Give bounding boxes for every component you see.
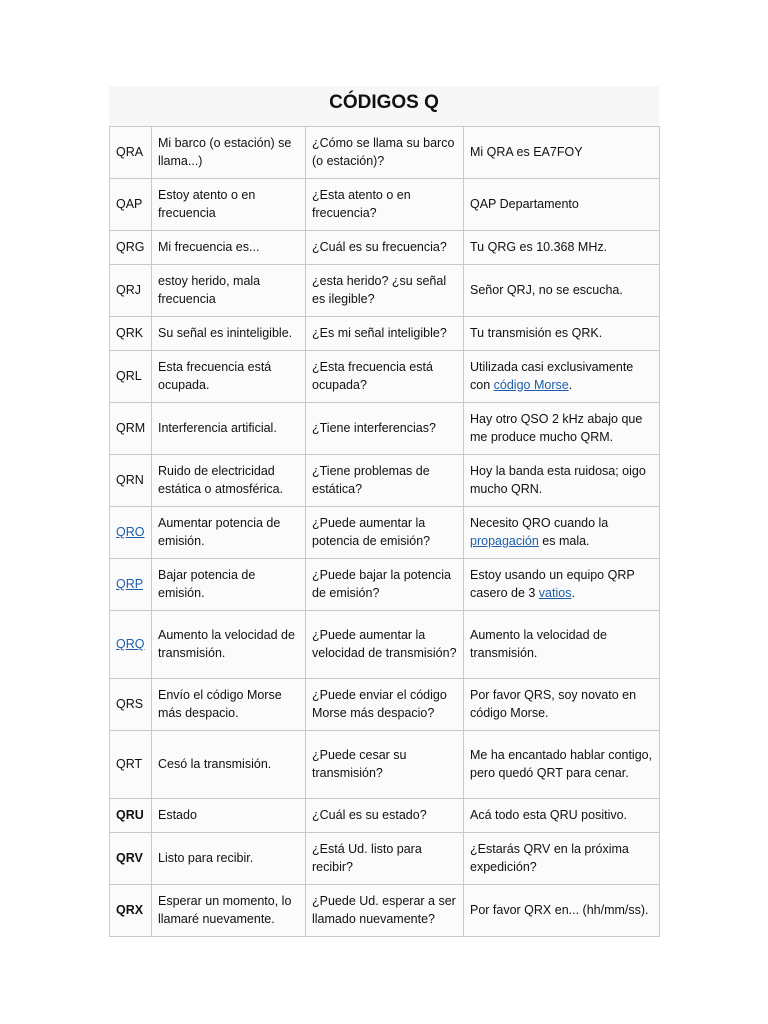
- code-cell: QRN: [110, 455, 152, 507]
- example-text: Señor QRJ, no se escucha.: [470, 282, 623, 297]
- example-cell: [464, 833, 660, 885]
- code-cell[interactable]: [110, 507, 152, 559]
- question-cell: ¿Puede Ud. esperar a ser llamado nuevamente?: [306, 885, 464, 937]
- example-text: Por favor QRX en... (hh/mm/ss).: [470, 902, 649, 917]
- example-text: Mi QRA es EA7FOY: [470, 144, 583, 159]
- meaning-cell: Bajar potencia de emisión.: [152, 559, 306, 611]
- meaning-cell: Mi barco (o estación) se llama...): [152, 127, 306, 179]
- meaning-cell: Esperar un momento, lo llamaré nuevamente.: [152, 885, 306, 937]
- meaning-cell: Aumento la velocidad de transmisión.: [152, 611, 306, 679]
- table-row: [110, 127, 660, 179]
- example-text: Hay otro QSO 2 kHz abajo que me produce mucho QRM.: [470, 412, 643, 444]
- example-text: Tu transmisión es QRK.: [470, 325, 603, 340]
- table-row: [110, 611, 660, 679]
- example-link[interactable]: código Morse: [493, 377, 569, 392]
- meaning-cell: Mi frecuencia es...: [152, 231, 306, 265]
- code-link[interactable]: QRP: [116, 576, 144, 591]
- example-cell: [464, 885, 660, 937]
- code-link[interactable]: QRO: [116, 524, 145, 539]
- code-cell: QRU: [110, 799, 152, 833]
- example-cell: [464, 799, 660, 833]
- example-cell: [464, 731, 660, 799]
- code-cell[interactable]: [110, 611, 152, 679]
- example-text: es mala.: [538, 533, 590, 548]
- example-cell: [464, 265, 660, 317]
- example-text: ¿Estarás QRV en la próxima expedición?: [470, 842, 629, 874]
- question-cell: ¿Puede enviar el código Morse más despacio?: [306, 679, 464, 731]
- q-codes-table: [109, 126, 660, 937]
- example-cell: [464, 559, 660, 611]
- example-link[interactable]: propagación: [470, 533, 539, 548]
- table-row: [110, 799, 660, 833]
- table-row: [110, 403, 660, 455]
- q-codes-table-body: [110, 127, 660, 937]
- example-text: Por favor QRS, soy novato en código Morse.: [470, 688, 637, 720]
- example-text: Aumento la velocidad de transmisión.: [470, 628, 607, 660]
- example-text: QAP Departamento: [470, 196, 579, 211]
- question-cell: ¿Tiene problemas de estática?: [306, 455, 464, 507]
- table-row: [110, 679, 660, 731]
- example-text: Hoy la banda esta ruidosa; oigo mucho QRN.: [470, 464, 646, 496]
- code-cell: QRT: [110, 731, 152, 799]
- table-row: [110, 351, 660, 403]
- meaning-cell: Interferencia artificial.: [152, 403, 306, 455]
- meaning-cell: Cesó la transmisión.: [152, 731, 306, 799]
- example-cell: [464, 507, 660, 559]
- example-cell: [464, 127, 660, 179]
- table-row: [110, 507, 660, 559]
- example-text: Tu QRG es 10.368 MHz.: [470, 239, 608, 254]
- example-text: Estoy usando un equipo QRP casero de 3: [470, 568, 635, 600]
- code-cell: QRL: [110, 351, 152, 403]
- example-text: Utilizada casi exclusivamente con: [470, 360, 634, 392]
- example-cell: [464, 403, 660, 455]
- example-text: Necesito QRO cuando la: [470, 516, 609, 530]
- question-cell: ¿Cuál es su estado?: [306, 799, 464, 833]
- question-cell: ¿Puede cesar su transmisión?: [306, 731, 464, 799]
- code-cell: QRG: [110, 231, 152, 265]
- meaning-cell: Envío el código Morse más despacio.: [152, 679, 306, 731]
- question-cell: ¿Tiene interferencias?: [306, 403, 464, 455]
- meaning-cell: Su señal es ininteligible.: [152, 317, 306, 351]
- meaning-cell: Listo para recibir.: [152, 833, 306, 885]
- question-cell: ¿Cuál es su frecuencia?: [306, 231, 464, 265]
- example-text: .: [571, 585, 575, 600]
- example-cell: [464, 179, 660, 231]
- meaning-cell: estoy herido, mala frecuencia: [152, 265, 306, 317]
- question-cell: ¿Está Ud. listo para recibir?: [306, 833, 464, 885]
- document-sheet: [109, 86, 659, 937]
- table-row: [110, 731, 660, 799]
- example-text: .: [568, 377, 573, 392]
- code-cell: QRV: [110, 833, 152, 885]
- question-cell: ¿Cómo se llama su barco (o estación)?: [306, 127, 464, 179]
- question-cell: ¿Esta atento o en frecuencia?: [306, 179, 464, 231]
- example-link[interactable]: vatios: [538, 585, 572, 600]
- code-cell: QRX: [110, 885, 152, 937]
- code-cell: QRA: [110, 127, 152, 179]
- code-cell: QAP: [110, 179, 152, 231]
- question-cell: ¿esta herido? ¿su señal es ilegible?: [306, 265, 464, 317]
- code-link[interactable]: QRQ: [116, 636, 145, 651]
- example-text: Me ha encantado hablar contigo, pero quedó QRT para cenar.: [470, 748, 653, 780]
- code-cell: QRS: [110, 679, 152, 731]
- meaning-cell: Estado: [152, 799, 306, 833]
- example-cell: [464, 455, 660, 507]
- example-text: Acá todo esta QRU positivo.: [470, 807, 628, 822]
- code-cell: QRM: [110, 403, 152, 455]
- table-row: [110, 265, 660, 317]
- table-row: [110, 179, 660, 231]
- example-cell: [464, 317, 660, 351]
- meaning-cell: Aumentar potencia de emisión.: [152, 507, 306, 559]
- question-cell: ¿Esta frecuencia está ocupada?: [306, 351, 464, 403]
- example-cell: [464, 231, 660, 265]
- table-row: [110, 885, 660, 937]
- question-cell: ¿Puede aumentar la potencia de emisión?: [306, 507, 464, 559]
- table-row: [110, 559, 660, 611]
- example-cell: [464, 679, 660, 731]
- question-cell: ¿Puede bajar la potencia de emisión?: [306, 559, 464, 611]
- meaning-cell: Estoy atento o en frecuencia: [152, 179, 306, 231]
- example-cell: [464, 351, 660, 403]
- table-row: [110, 833, 660, 885]
- code-cell: QRJ: [110, 265, 152, 317]
- meaning-cell: Ruido de electricidad estática o atmosférica.: [152, 455, 306, 507]
- question-cell: ¿Puede aumentar la velocidad de transmisión?: [306, 611, 464, 679]
- table-row: [110, 317, 660, 351]
- document-title: CÓDIGOS Q: [109, 86, 659, 126]
- example-cell: [464, 611, 660, 679]
- table-row: [110, 231, 660, 265]
- code-cell[interactable]: [110, 559, 152, 611]
- table-row: [110, 455, 660, 507]
- question-cell: ¿Es mi señal inteligible?: [306, 317, 464, 351]
- code-cell: QRK: [110, 317, 152, 351]
- meaning-cell: Esta frecuencia está ocupada.: [152, 351, 306, 403]
